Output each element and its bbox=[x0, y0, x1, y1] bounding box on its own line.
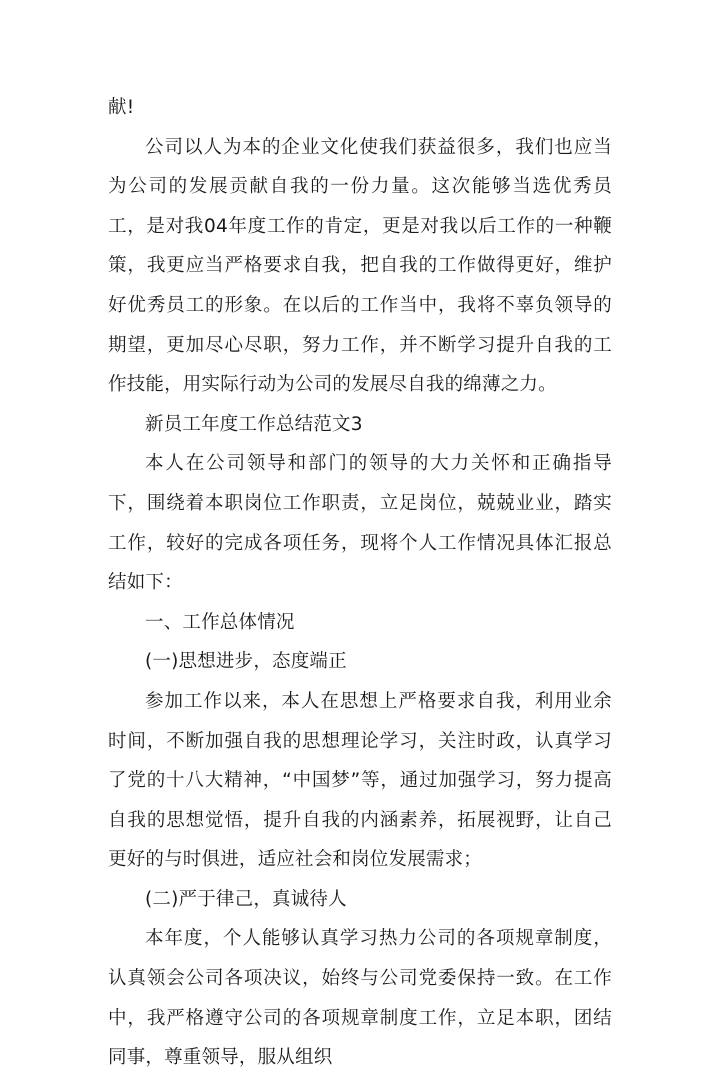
heading-overall-situation: 一、工作总体情况 bbox=[145, 611, 295, 633]
paragraph-thought-progress: 参加工作以来，本人在思想上严格要求自我，利用业余时间，不断加强自我的思想理论学习，关注时政，认真学习了党的十八大精神，“中国梦”等，通过加强学习，努力提高自我的思想觉悟，提升自我的内涵素养，拓展视野，让自己更好的与时俱进，适应社会和岗位发展需求； bbox=[108, 690, 612, 871]
paragraph-self-discipline: 本年度，个人能够认真学习热力公司的各项规章制度，认真领会公司各项决议，始终与公司党委保持一致。在工作中，我严格遵守公司的各项规章制度工作，立足本职，团结同事，尊重领导，服从组织 bbox=[108, 928, 612, 1069]
paragraph-continuation: 献! bbox=[108, 97, 135, 118]
section-title: 新员工年度工作总结范文3 bbox=[145, 413, 363, 435]
subheading-thought-progress: (一)思想进步，态度端正 bbox=[145, 651, 347, 673]
paragraph-company-culture: 公司以人为本的企业文化使我们获益很多，我们也应当为公司的发展贡献自我的一份力量。这次能够当选优秀员工，是对我04年度工作的肯定，更是对我以后工作的一种鞭策，我更应当严格要求自我，把自我的工作做得更好，维护好优秀员工的形象。在以后的工作当中，我将不辜负领导的期望，更加尽心尽职，努力工作，并不断学习提升自我的工作技能，用实际行动为公司的发展尽自我的绵薄之力。 bbox=[108, 136, 612, 396]
document-body bbox=[108, 88, 612, 1078]
subheading-self-discipline: (二)严于律己，真诚待人 bbox=[145, 888, 347, 910]
paragraph-intro: 本人在公司领导和部门的领导的大力关怀和正确指导下，围绕着本职岗位工作职责，立足岗位，兢兢业业，踏实工作，较好的完成各项任务，现将个人工作情况具体汇报总结如下： bbox=[108, 453, 612, 594]
